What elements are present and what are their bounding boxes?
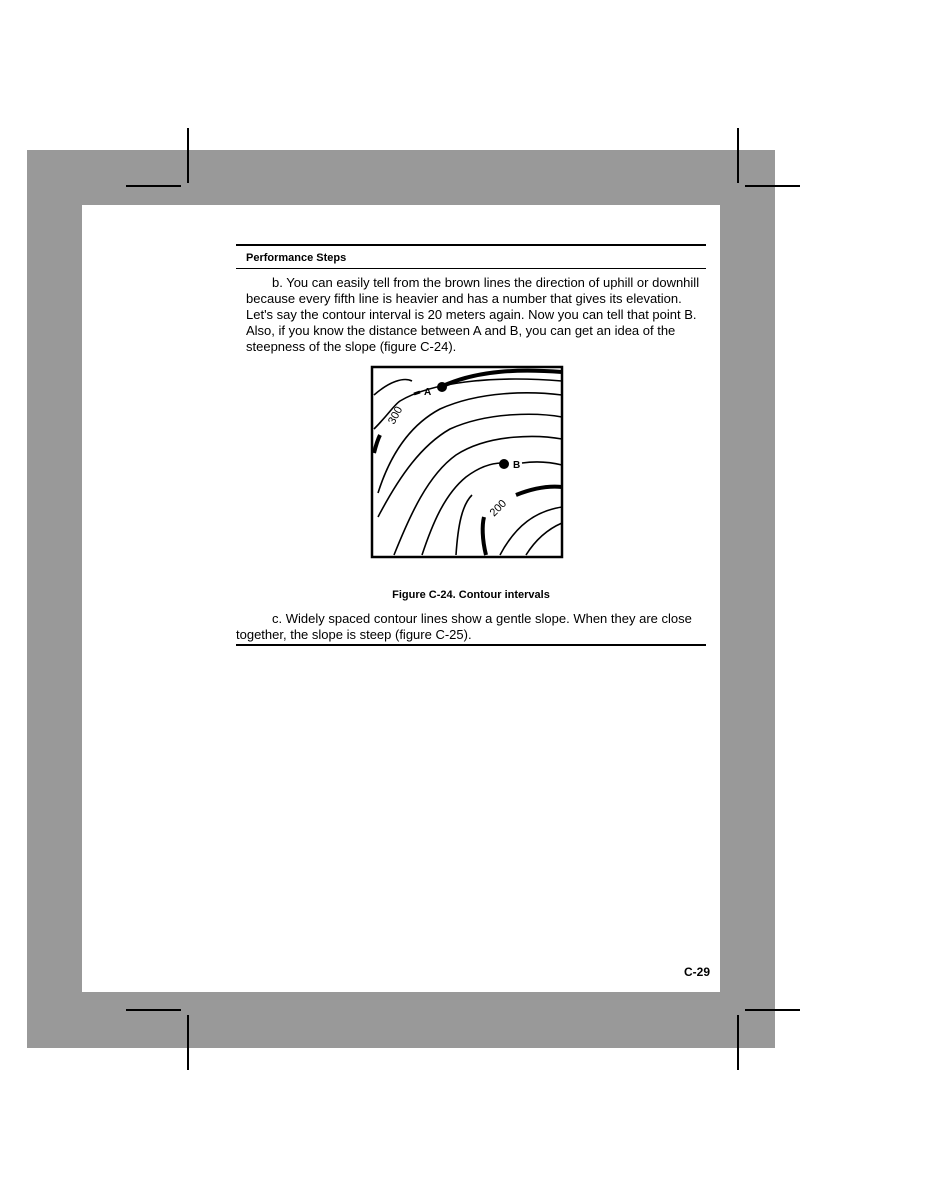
crop-mark — [187, 1015, 189, 1070]
bottom-rule — [236, 644, 706, 646]
section-header: Performance Steps — [236, 246, 706, 269]
crop-mark — [187, 128, 189, 183]
crop-mark — [745, 185, 800, 187]
point-b-marker — [499, 459, 509, 469]
contour-map — [370, 365, 566, 561]
crop-mark — [737, 1015, 739, 1070]
paragraph-c — [236, 611, 706, 643]
crop-mark — [737, 128, 739, 183]
paragraph-b-text: b. You can easily tell from the brown lines the direction of uphill or downhill because every fifth line is heavier and has a number that gives its elevation. Let's say the contour interval is 20 meters again. Now you can tell that point B. Also, if you know the distance between A and B, you can get an idea of the steepness of the slope (figure C-24). — [246, 275, 700, 354]
crop-mark — [126, 185, 181, 187]
page-number: C-29 — [683, 965, 710, 979]
contour-label-300: 300 — [386, 404, 406, 427]
paragraph-b — [236, 269, 706, 355]
point-a-marker — [437, 382, 447, 392]
contour-line-index — [414, 392, 420, 394]
paragraph-c-text: c. Widely spaced contour lines show a gentle slope. When they are close together, the slope is steep (figure C-25). — [236, 611, 692, 642]
crop-mark — [126, 1009, 181, 1011]
contour-label-200: 200 — [487, 497, 510, 520]
page-content — [236, 244, 706, 646]
point-b-label: B — [513, 460, 521, 471]
figure-c24 — [236, 365, 706, 585]
point-a-label: A — [424, 387, 432, 398]
figure-caption: Figure C-24. Contour intervals — [392, 589, 550, 601]
crop-mark — [745, 1009, 800, 1011]
